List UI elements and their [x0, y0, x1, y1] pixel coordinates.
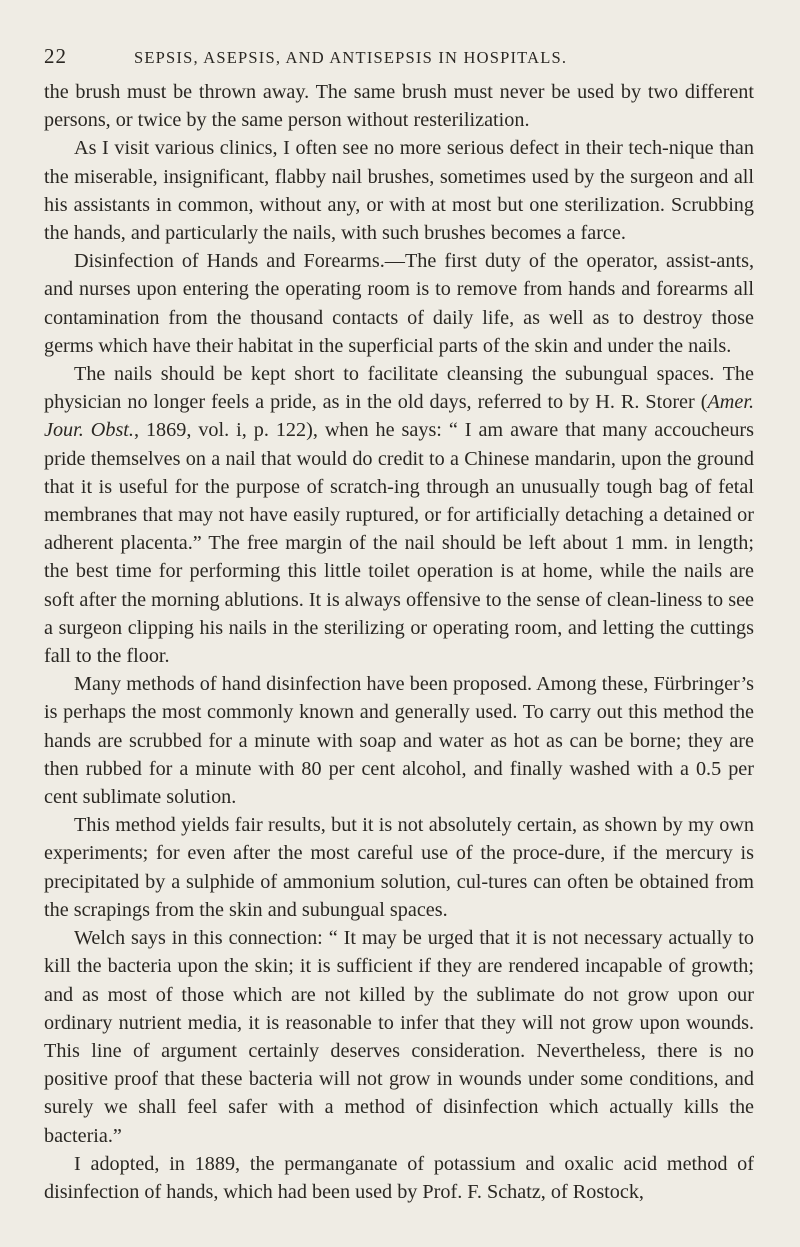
paragraph-4-text-before: The nails should be kept short to facilitate cleansing the subungual spaces. The physician no longer feels a pride, as in the old days, referred to by H. R. Storer ( [44, 363, 754, 414]
paragraph-2: As I visit various clinics, I often see no more serious defect in their tech-nique than the miserable, insignificant, flabby nail brushes, sometimes used by the surgeon and all his assistants in common, without any, or with at most but one sterilization. Scrubbing the hands, and particularly the nails, with such brushes becomes a farce. [44, 137, 754, 245]
paragraph-4 [44, 360, 754, 670]
journal-citation: Amer. Jour. Obst. [44, 391, 754, 442]
paragraph-4-text-after: , 1869, vol. i, p. 122), when he says: “ I am aware that many accoucheurs pride themselves on a nail that would do credit to a Chinese mandarin, upon the ground that it is useful for the purpose of scratch-ing through an unusually tough bag of fetal membranes that may not have easily ruptured, or for artificially detaching a detained or adherent placenta.” The free margin of the nail should be left about 1 mm. in length; the best time for performing this little toilet operation is at home, while the nails are soft after the morning ablutions. It is always offensive to the sense of clean-liness to see a surgeon clipping his nails in the sterilizing or operating room, and letting the cuttings fall to the floor. [44, 419, 754, 668]
paragraph-1: the brush must be thrown away. The same brush must never be used by two different persons, or twice by the same person without resterilization. [44, 81, 754, 132]
paragraph-3-text: —The first duty of the operator, assist-ants, and nurses upon entering the operating room is to remove from hands and forearms all contamination from the thousand contacts of daily life, as well as to destroy those germs which have their habitat in the superficial parts of the skin and under the nails. [44, 250, 754, 357]
running-head: SEPSIS, ASEPSIS, AND ANTISEPSIS IN HOSPITALS. [134, 48, 568, 67]
section-heading-disinfection: Disinfection of Hands and Forearms. [74, 250, 385, 273]
page-number: 22 [44, 44, 67, 68]
page-header [44, 44, 754, 74]
body-text [44, 78, 754, 1206]
paragraph-8: I adopted, in 1889, the permanganate of potassium and oxalic acid method of disinfection of hands, which had been used by Prof. F. Schatz, of Rostock, [44, 1152, 754, 1203]
paragraph-6: This method yields fair results, but it is not absolutely certain, as shown by my own experiments; for even after the most careful use of the proce-dure, if the mercury is precipitated by a sulphide of ammonium solution, cul-tures can often be obtained from the scrapings from the skin and subungual spaces. [44, 814, 754, 921]
paragraph-5: Many methods of hand disinfection have been proposed. Among these, Fürbringer’s is perhaps the most commonly known and generally used. To carry out this method the hands are scrubbed for a minute with soap and water as hot as can be borne; they are then rubbed for a minute with 80 per cent alcohol, and finally washed with a 0.5 per cent sublimate solution. [44, 673, 754, 809]
paragraph-7: Welch says in this connection: “ It may be urged that it is not necessary actually to kill the bacteria upon the skin; it is sufficient if they are rendered incapable of growth; and as most of those which are not killed by the sublimate do not grow upon our ordinary nutrient media, it is reasonable to infer that they will not grow upon wounds. This line of argument certainly deserves consideration. Nevertheless, there is no positive proof that these bacteria will not grow in wounds under some conditions, and surely we shall feel safer with a method of disinfection which actually kills the bacteria.” [44, 927, 754, 1147]
paragraph-3 [44, 247, 754, 360]
